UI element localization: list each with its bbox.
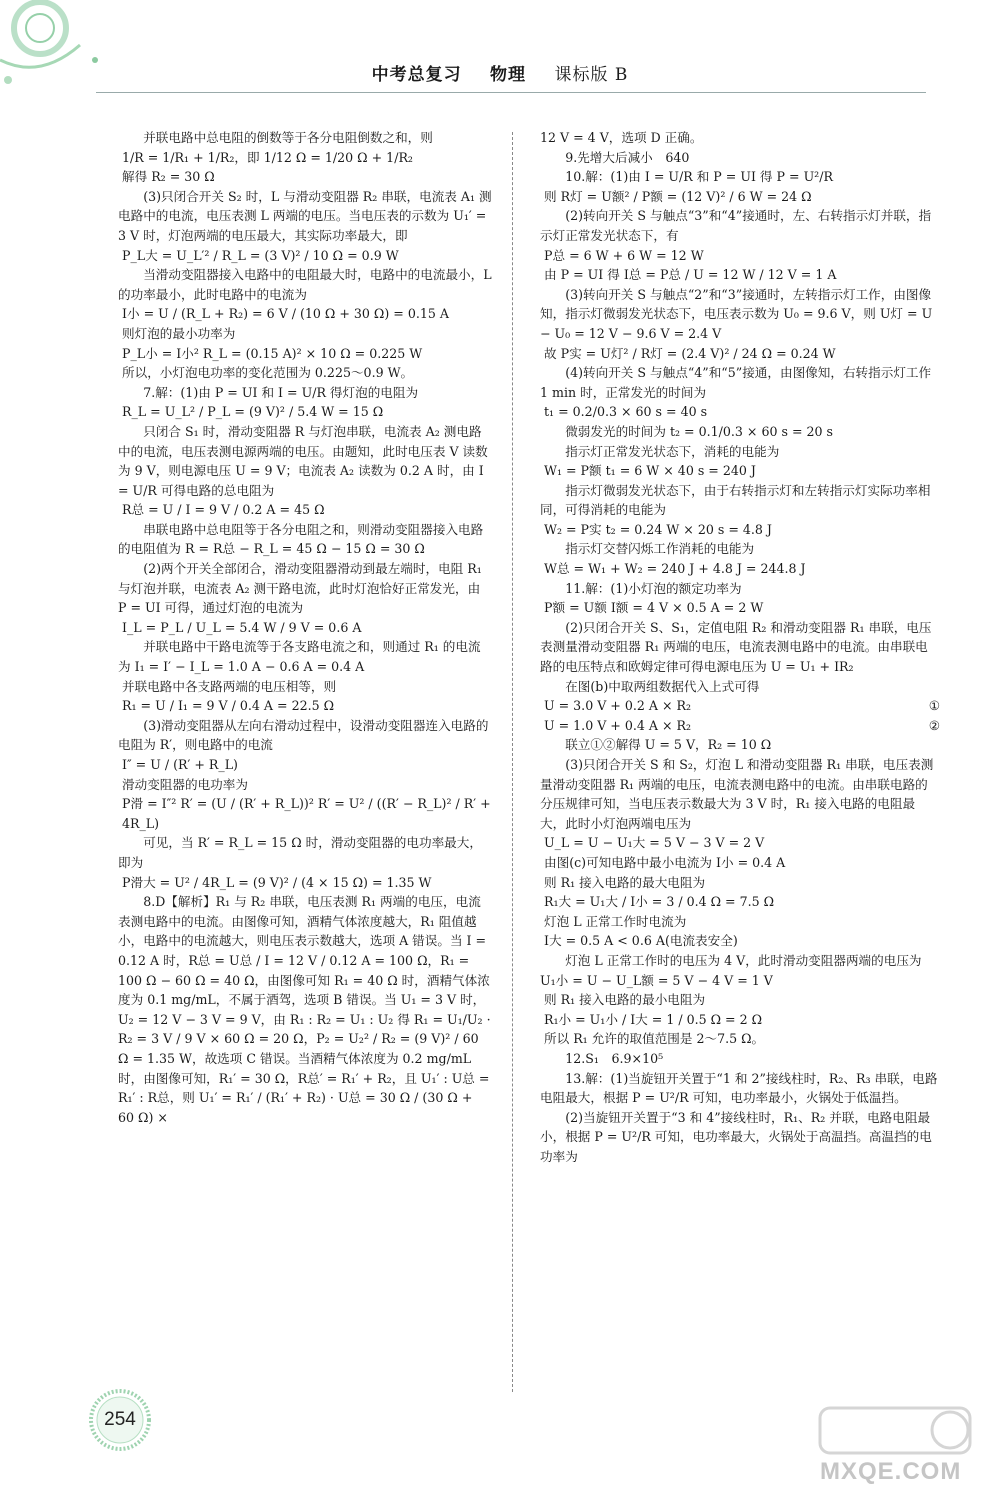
equation: P额 = U额 I额 = 4 V × 0.5 A = 2 W <box>544 600 764 616</box>
text-line: (3)只闭合开关 S₂ 时，L 与滑动变阻器 R₂ 串联，电流表 A₁ 测电路中的电流，电压表测 L 两端的电压。当电压表的示数为 U₁′ = 3 V 时，灯泡两端的电压最大，其实际功率最大，即 <box>118 188 492 243</box>
equation: P_L大 = U_L′² / R_L = (3 V)² / 10 Ω = 0.9 W <box>122 247 399 263</box>
left-column <box>118 128 492 1127</box>
answer-heading: 10.解：(1)由 I = U/R 和 P = UI 得 P = U²/R <box>565 169 833 185</box>
text-line: 12 V = 4 V，选项 D 正确。 <box>540 130 703 145</box>
text-line: 灯泡 L 正常工作时电流为 <box>544 913 687 929</box>
answer-heading: 13.解：(1)当旋钮开关置于“1 和 2”接线柱时，R₂、R₃ 串联，电路电阻最大，根据 P = U²/R 可知，电功率最小，火锅处于低温挡。 <box>540 1070 938 1106</box>
text-line: (3)只闭合开关 S 和 S₂，灯泡 L 和滑动变阻器 R₁ 串联，电压表测量滑动变阻器 R₁ 两端的电压，电流表测电路中的电流。由串联电路的分压规律可知，当电压表示数最大为 3 V 时，R₁ 接入电路的电阻最大，此时小灯泡两端电压为 <box>540 757 934 831</box>
equation-mark: ① <box>928 698 940 714</box>
equation: I小 = U / (R_L + R₂) = 6 V / (10 Ω + 30 Ω) = 0.15 A <box>122 306 449 322</box>
text-line: (2)只闭合开关 S、S₁，定值电阻 R₂ 和滑动变阻器 R₁ 串联，电压表测量滑动变阻器 R₁ 两端的电压，电流表测电路中的电流。由串联电路的电压特点和欧姆定律可得电源电压为 U = U₁ + IR₂ <box>540 619 932 675</box>
text-line: (3)滑动变阻器从左向右滑动过程中，设滑动变阻器连入电路的电阻为 R′，则电路中的电流 <box>118 717 489 753</box>
equation: W₂ = P实 t₂ = 0.24 W × 20 s = 4.8 J <box>544 521 772 537</box>
equation: 由 P = UI 得 I总 = P总 / U = 12 W / 12 V = 1 A <box>544 267 837 283</box>
text-line: 指示灯正常发光状态下，消耗的电能为 <box>565 443 780 459</box>
equation: P_L小 = I小² R_L = (0.15 A)² × 10 Ω = 0.225 W <box>122 345 423 361</box>
text-line: 只闭合 S₁ 时，滑动变阻器 R 与灯泡串联，电流表 A₂ 测电路中的电流，电压表测电源两端的电压。由题知，此时电压表 V 读数为 9 V，则电源电压 U = 9 V；电流表 A₂ 读数为 0.2 A 时，由 I = U/R 可得电路的总电阻为 <box>118 423 488 498</box>
equation: 解得 R₂ = 30 Ω <box>122 169 215 185</box>
watermark-text: MXQE.COM <box>820 1458 962 1485</box>
right-column <box>540 128 940 1166</box>
text-line: 可见，当 R′ = R_L = 15 Ω 时，滑动变阻器的电功率最大，即为 <box>118 835 482 870</box>
text-line: 所以，小灯泡电功率的变化范围为 0.225～0.9 W。 <box>122 365 414 381</box>
text-line: 并联电路中干路电流等于各支路电流之和，则通过 R₁ 的电流为 I₁ = I′ − I_L = 1.0 A − 0.6 A = 0.4 A <box>118 639 481 675</box>
equation <box>540 716 940 736</box>
equation: P滑 = I″² R′ = (U / (R′ + R_L))² R′ = U² / ((R′ − R_L)² / R′ + 4R_L) <box>122 796 491 831</box>
text-line: 由图(c)可知电路中最小电流为 I小 = 0.4 A <box>544 854 786 870</box>
equation: 1/R = 1/R₁ + 1/R₂，即 1/12 Ω = 1/20 Ω + 1/R₂ <box>122 149 413 165</box>
equation: I大 = 0.5 A < 0.6 A(电流表安全) <box>544 933 738 949</box>
equation: W₁ = P额 t₁ = 6 W × 40 s = 240 J <box>544 463 756 479</box>
page-number-badge <box>88 1388 152 1452</box>
text-line: 并联电路中各支路两端的电压相等，则 <box>122 678 337 694</box>
header-title: 中考总复习 <box>371 65 462 85</box>
text-line: 在图(b)中取两组数据代入上式可得 <box>565 678 760 694</box>
equation: R_L = U_L² / P_L = (9 V)² / 5.4 W = 15 Ω <box>122 404 384 420</box>
page-number: 254 <box>104 1409 136 1430</box>
equation: t₁ = 0.2/0.3 × 60 s = 40 s <box>544 404 708 420</box>
answer-heading: 7.解：(1)由 P = UI 和 I = U/R 得灯泡的电阻为 <box>143 384 419 400</box>
text-line: (3)转向开关 S 与触点“2”和“3”接通时，左转指示灯工作，由图像知，指示灯微弱发光状态下，电压表示数为 U₀ = 9.6 V，则 U灯 = U − U₀ = 12 V − 9.6 V = 2.4 V <box>540 286 933 341</box>
equation: P总 = 6 W + 6 W = 12 W <box>544 247 704 263</box>
text-line: 滑动变阻器的电功率为 <box>122 776 248 792</box>
equation: 故 P实 = U灯² / R灯 = (2.4 V)² / 24 Ω = 0.24 W <box>544 345 836 361</box>
header-rule <box>96 92 926 93</box>
header-edition: 课标版 B <box>554 65 629 85</box>
equation: U_L = U − U₁大 = 5 V − 3 V = 2 V <box>544 835 765 851</box>
equation: I_L = P_L / U_L = 5.4 W / 9 V = 0.6 A <box>122 619 362 635</box>
equation: P滑大 = U² / 4R_L = (9 V)² / (4 × 15 Ω) = 1.35 W <box>122 874 432 890</box>
equation <box>540 696 940 716</box>
text-line: (2)当旋钮开关置于“3 和 4”接线柱时，R₁、R₂ 并联，电路电阻最小，根据 P = U²/R 可知，电功率最大，火锅处于高温挡。高温挡的电功率为 <box>540 1109 932 1164</box>
header-subject: 物理 <box>490 65 527 85</box>
equation: 微弱发光的时间为 t₂ = 0.1/0.3 × 60 s = 20 s <box>565 423 834 439</box>
text-line: (2)两个开关全部闭合，滑动变阻器滑动到最左端时，电阻 R₁ 与灯泡并联，电流表 A₂ 测干路电流，此时灯泡恰好正常发光，由 P = UI 可得，通过灯泡的电流为 <box>118 561 482 616</box>
text-line: 串联电路中总电阻等于各分电阻之和，则滑动变阻器接入电路的电阻值为 R = R总 − R_L = 45 Ω − 15 Ω = 30 Ω <box>118 521 484 557</box>
equation-mark: ② <box>928 717 940 733</box>
text-line: 所以 R₁ 允许的取值范围是 2～7.5 Ω。 <box>544 1031 765 1047</box>
equation: W总 = W₁ + W₂ = 240 J + 4.8 J = 244.8 J <box>544 561 806 577</box>
equation: 则 R灯 = U额² / P额 = (12 V)² / 6 W = 24 Ω <box>544 188 812 204</box>
equation: R总 = U / I = 9 V / 0.2 A = 45 Ω <box>122 502 325 518</box>
text-line: 并联电路中总电阻的倒数等于各分电阻倒数之和，则 <box>143 130 433 145</box>
answer-heading: 8.D【解析】R₁ 与 R₂ 串联，电压表测 R₁ 两端的电压，电流表测电路中的电流。由图像可知，酒精气体浓度越大，R₁ 阻值越小，电路中的电流越大，则电压表示数越大，选项 A 错误。当 I = 0.12 A 时，R总 = U总 / I = 12 V / 0.12 A = 100 Ω，R₁ = 100 Ω − 60 Ω = 40 Ω，由图像可知 R₁ = 40 Ω 时，酒精气体浓度为 0.1 mg/mL，不属于酒驾，选项 B 错误。当 U₁ = 3 V 时，U₂ = 12 V − 3 V = 9 V，由 R₁ : R₂ = U₁ : U₂ 得 R₁ = U₁/U₂ · R₂ = 3 V / 9 V × 60 Ω = 20 Ω，P₂ = U₂² / R₂ = (9 V)² / 60 Ω = 1.35 W，故选项 C 错误。当酒精气体浓度为 0.2 mg/mL 时，由图像可知，R₁′ = 30 Ω，R总′ = R₁′ + R₂，且 U₁′ : U总 = R₁′ : R总，则 U₁′ = R₁′ / (R₁′ + R₂) · U总 = 30 Ω / (30 Ω + 60 Ω) × <box>118 894 491 1125</box>
answer-heading: 12.S₁ 6.9×10⁵ <box>565 1050 664 1066</box>
equation: R₁ = U / I₁ = 9 V / 0.4 A = 22.5 Ω <box>122 698 335 714</box>
text-line: 联立①②解得 U = 5 V，R₂ = 10 Ω <box>565 737 772 753</box>
column-divider <box>512 132 513 1392</box>
equation: R₁小 = U₁小 / I大 = 1 / 0.5 Ω = 2 Ω <box>544 1011 763 1027</box>
equation-text: U = 1.0 V + 0.4 A × R₂ <box>544 717 692 733</box>
text-line: 指示灯交替闪烁工作消耗的电能为 <box>565 541 755 557</box>
text-line: 则 R₁ 接入电路的最大电阻为 <box>544 874 706 890</box>
answer-heading: 11.解：(1)小灯泡的额定功率为 <box>565 580 742 596</box>
text-line: 当滑动变阻器接入电路中的电阻最大时，电路中的电流最小，L 的功率最小，此时电路中的电流为 <box>118 267 492 302</box>
equation-text: U = 3.0 V + 0.2 A × R₂ <box>544 698 692 714</box>
text-line: 则灯泡的最小功率为 <box>122 325 236 341</box>
text-line: 指示灯微弱发光状态下，由于右转指示灯和左转指示灯实际功率相同，可得消耗的电能为 <box>540 482 931 518</box>
answer-heading: 9.先增大后减小 640 <box>565 149 690 165</box>
equation: I″ = U / (R′ + R_L) <box>122 757 238 772</box>
text-line: 灯泡 L 正常工作时的电压为 4 V，此时滑动变阻器两端的电压为 U₁小 = U − U_L额 = 5 V − 4 V = 1 V <box>540 952 922 988</box>
page-header <box>0 60 1000 85</box>
text-line: 则 R₁ 接入电路的最小电阻为 <box>544 992 706 1008</box>
text-line: (4)转向开关 S 与触点“4”和“5”接通，由图像知，右转指示灯工作 1 min 时，正常发光的时间为 <box>540 365 932 400</box>
text-line: (2)转向开关 S 与触点“3”和“4”接通时，左、右转指示灯并联，指示灯正常发光状态下，有 <box>540 208 932 243</box>
equation: R₁大 = U₁大 / I小 = 3 / 0.4 Ω = 7.5 Ω <box>544 894 775 910</box>
